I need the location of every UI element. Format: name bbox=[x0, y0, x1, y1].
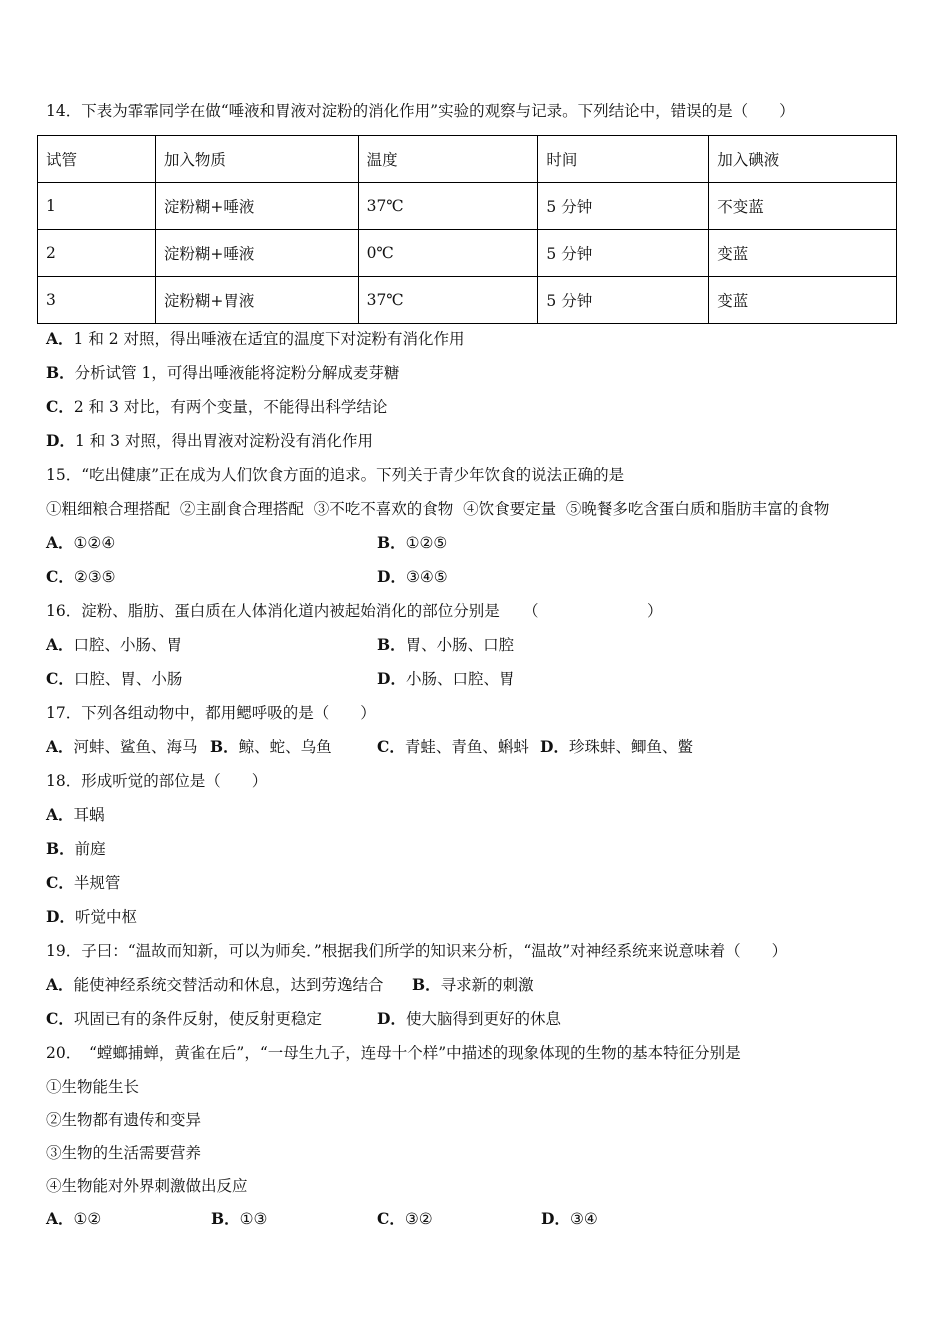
table-header-row bbox=[38, 136, 897, 183]
option-c: C．②③⑤ bbox=[46, 567, 116, 586]
option-a: A．1 和 2 对照，得出唾液在适宜的温度下对淀粉有消化作用 bbox=[46, 329, 465, 348]
option-a: A．河蚌、鲨鱼、海马 bbox=[46, 737, 198, 756]
experiment-table bbox=[37, 135, 897, 324]
option-a: A．①②④ bbox=[46, 533, 116, 552]
question-14-stem: 14．下表为霏霏同学在做“唾液和胃液对淀粉的消化作用”实验的观察与记录。下列结论中，错误的是（ ） bbox=[46, 102, 795, 120]
option-b: B．分析试管 1，可得出唾液能将淀粉分解成麦芽糖 bbox=[46, 363, 400, 382]
table-cell: 37℃ bbox=[358, 183, 538, 230]
table-cell: 淀粉糊+唾液 bbox=[155, 183, 358, 230]
table-cell: 2 bbox=[38, 230, 156, 277]
table-cell: 5 分钟 bbox=[538, 277, 709, 324]
question-16-stem: 16．淀粉、脂肪、蛋白质在人体消化道内被起始消化的部位分别是 （ ） bbox=[46, 602, 663, 620]
option-c: C．青蛙、青鱼、蝌蚪 bbox=[377, 737, 529, 756]
option-d: D．珍珠蚌、鲫鱼、鳖 bbox=[540, 737, 693, 756]
option-c: C．巩固已有的条件反射，使反射更稳定 bbox=[46, 1009, 322, 1028]
option-a: A．口腔、小肠、胃 bbox=[46, 635, 183, 654]
option-c: C．半规管 bbox=[46, 873, 121, 892]
table-header-cell: 时间 bbox=[538, 136, 709, 183]
question-19-stem: 19．子曰：“温故而知新，可以为师矣．”根据我们所学的知识来分析，“温故”对神经系统来说意味着（ ） bbox=[46, 942, 788, 960]
option-b: B．寻求新的刺激 bbox=[412, 975, 534, 994]
option-c: C．口腔、胃、小肠 bbox=[46, 669, 183, 688]
option-b: B．①③ bbox=[211, 1209, 268, 1228]
table-cell: 5 分钟 bbox=[538, 230, 709, 277]
table-header-cell: 加入碘液 bbox=[709, 136, 897, 183]
table-header-cell: 温度 bbox=[358, 136, 538, 183]
option-d: D．③④ bbox=[541, 1209, 598, 1228]
question-17-stem: 17．下列各组动物中，都用鳃呼吸的是（ ） bbox=[46, 704, 376, 722]
option-c: C．③② bbox=[377, 1209, 433, 1228]
option-c: C．2 和 3 对比，有两个变量，不能得出科学结论 bbox=[46, 397, 388, 416]
table-cell: 不变蓝 bbox=[709, 183, 897, 230]
table-cell: 淀粉糊+胃液 bbox=[155, 277, 358, 324]
statement-item: ④生物能对外界刺激做出反应 bbox=[46, 1177, 248, 1195]
option-b: B．鲸、蛇、乌鱼 bbox=[210, 737, 332, 756]
option-a: A．能使神经系统交替活动和休息，达到劳逸结合 bbox=[46, 975, 384, 994]
table-row bbox=[38, 183, 897, 230]
option-b: B．前庭 bbox=[46, 839, 106, 858]
question-20-stem: 20． “螳螂捕蝉，黄雀在后”，“一母生九子，连母十个样”中描述的现象体现的生物的基本特征分别是 bbox=[46, 1044, 741, 1062]
table-cell: 0℃ bbox=[358, 230, 538, 277]
option-b: B．①②⑤ bbox=[377, 533, 448, 552]
question-15-items: ①粗细粮合理搭配 ②主副食合理搭配 ③不吃不喜欢的食物 ④饮食要定量 ⑤晚餐多吃含蛋白质和脂肪丰富的食物 bbox=[46, 500, 830, 518]
table-cell: 3 bbox=[38, 277, 156, 324]
option-d: D．③④⑤ bbox=[377, 567, 448, 586]
statement-item: ②生物都有遗传和变异 bbox=[46, 1111, 202, 1129]
table-header-cell: 试管 bbox=[38, 136, 156, 183]
statement-item: ③生物的生活需要营养 bbox=[46, 1144, 202, 1162]
option-d: D．小肠、口腔、胃 bbox=[377, 669, 515, 688]
table-header-cell: 加入物质 bbox=[155, 136, 358, 183]
option-d: D．1 和 3 对照，得出胃液对淀粉没有消化作用 bbox=[46, 431, 373, 450]
table-cell: 1 bbox=[38, 183, 156, 230]
option-a: A．耳蜗 bbox=[46, 805, 105, 824]
table-cell: 37℃ bbox=[358, 277, 538, 324]
option-b: B．胃、小肠、口腔 bbox=[377, 635, 515, 654]
question-15-stem: 15．“吃出健康”正在成为人们饮食方面的追求。下列关于青少年饮食的说法正确的是 bbox=[46, 466, 625, 484]
table-row bbox=[38, 230, 897, 277]
table-cell: 变蓝 bbox=[709, 277, 897, 324]
table-cell: 变蓝 bbox=[709, 230, 897, 277]
option-d: D．使大脑得到更好的休息 bbox=[377, 1009, 561, 1028]
option-a: A．①② bbox=[46, 1209, 102, 1228]
question-18-stem: 18．形成听觉的部位是（ ） bbox=[46, 772, 268, 790]
statement-item: ①生物能生长 bbox=[46, 1078, 140, 1096]
table-row bbox=[38, 277, 897, 324]
table-cell: 5 分钟 bbox=[538, 183, 709, 230]
table-cell: 淀粉糊+唾液 bbox=[155, 230, 358, 277]
option-d: D．听觉中枢 bbox=[46, 907, 137, 926]
